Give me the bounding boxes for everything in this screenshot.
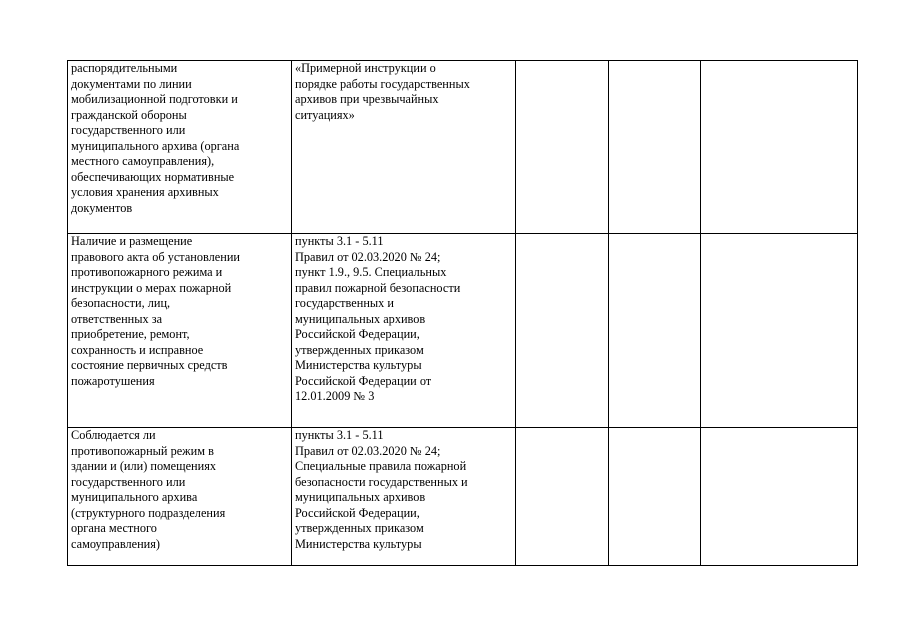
answer-yes-cell: [516, 61, 609, 234]
requirement-cell: Наличие и размещение правового акта об установлении противопожарного режима и инструкции о мерах пожарной безопасности, лиц, ответственных за приобретение, ремонт, сохранность и исправное состояние первичных средств пожаротушения: [68, 234, 292, 428]
answer-yes-cell: [516, 234, 609, 428]
checklist-table: [67, 60, 858, 566]
table-row: [68, 428, 858, 566]
notes-cell: [701, 61, 858, 234]
notes-cell: [701, 234, 858, 428]
notes-cell: [701, 428, 858, 566]
answer-no-cell: [609, 428, 701, 566]
answer-yes-cell: [516, 428, 609, 566]
answer-no-cell: [609, 234, 701, 428]
reference-cell: пункты 3.1 - 5.11 Правил от 02.03.2020 № 24; Специальные правила пожарной безопасности государственных и муниципальных архивов Российской Федерации, утвержденных приказом Министерства культуры: [292, 428, 516, 566]
requirement-cell: Соблюдается ли противопожарный режим в здании и (или) помещениях государственного или муниципального архива (структурного подразделения органа местного самоуправления): [68, 428, 292, 566]
reference-cell: «Примерной инструкции о порядке работы государственных архивов при чрезвычайных ситуациях»: [292, 61, 516, 234]
reference-cell: пункты 3.1 - 5.11 Правил от 02.03.2020 № 24; пункт 1.9., 9.5. Специальных правил пожарной безопасности государственных и муниципальных архивов Российской Федерации, утвержденных приказом Министерства культуры Российской Федерации от 12.01.2009 № 3: [292, 234, 516, 428]
table-row: [68, 234, 858, 428]
requirement-cell: распорядительными документами по линии мобилизационной подготовки и гражданской обороны государственного или муниципального архива (органа местного самоуправления), обеспечивающих нормативные условия хранения архивных документов: [68, 61, 292, 234]
answer-no-cell: [609, 61, 701, 234]
table-row: [68, 61, 858, 234]
